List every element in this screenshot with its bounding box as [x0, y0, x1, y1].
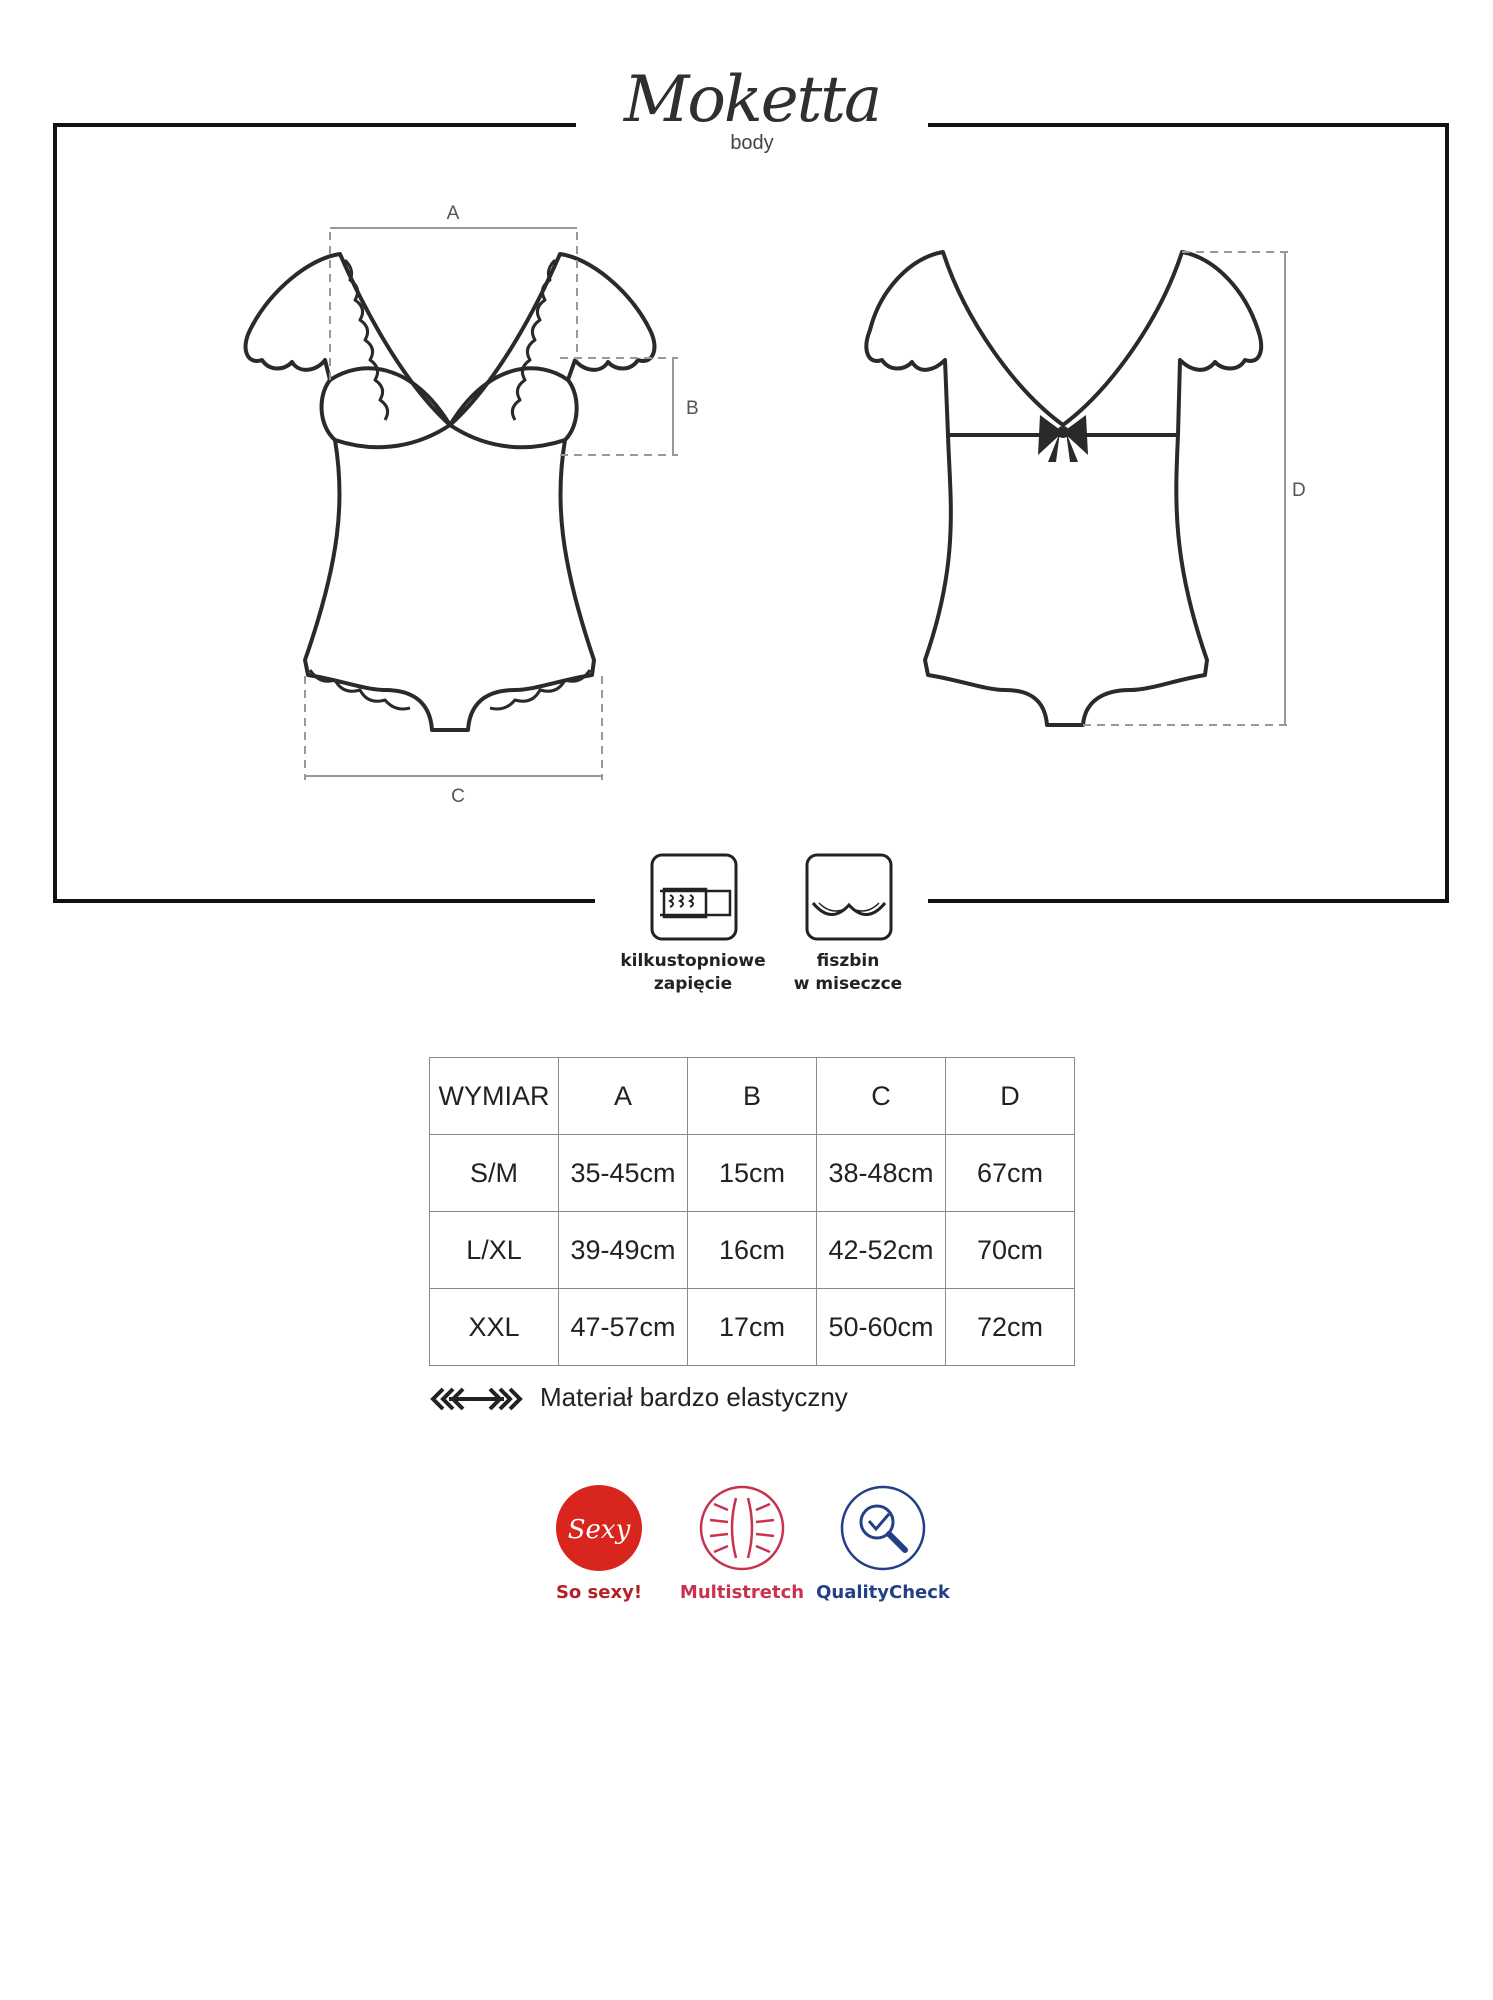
brand-subtitle: body [730, 132, 774, 154]
multistretch-icon [698, 1484, 786, 1572]
table-row [430, 1289, 1075, 1366]
feature-label-underwire [753, 950, 943, 996]
feature-label-line: zapięcie [653, 974, 733, 994]
table-cell: 35-45cm [559, 1135, 688, 1212]
dimension-label-b: B [686, 398, 699, 419]
table-cell: 72cm [946, 1289, 1075, 1366]
badge-label-so-sexy: So sexy! [555, 1582, 643, 1603]
dimension-label-c: C [451, 786, 465, 807]
table-cell: 16cm [688, 1212, 817, 1289]
underwire-cup-icon [805, 853, 893, 941]
bow-icon [1038, 415, 1088, 462]
table-cell: 15cm [688, 1135, 817, 1212]
table-header-row [430, 1058, 1075, 1135]
brand-name: Moketta [623, 63, 881, 137]
elastic-note: Materiał bardzo elastyczny [540, 1382, 848, 1412]
feature-label-line: w miseczce [793, 974, 903, 994]
table-cell: 47-57cm [559, 1289, 688, 1366]
table-cell: 70cm [946, 1212, 1075, 1289]
table-cell: 42-52cm [817, 1212, 946, 1289]
sexy-badge-icon [555, 1484, 643, 1572]
table-row [430, 1212, 1075, 1289]
table-cell: 38-48cm [817, 1135, 946, 1212]
back-view-drawing [866, 252, 1261, 725]
dimension-label-d: D [1292, 480, 1306, 501]
dimension-lines [305, 228, 1290, 780]
feature-label-line: kilkustopniowe [620, 951, 766, 971]
quality-check-icon [839, 1484, 927, 1572]
table-cell: 39-49cm [559, 1212, 688, 1289]
table-cell: S/M [430, 1135, 559, 1212]
table-cell: L/XL [430, 1212, 559, 1289]
size-table [429, 1057, 1075, 1366]
front-view-drawing [246, 254, 655, 730]
badge-label-multistretch: Multistretch [679, 1582, 805, 1603]
table-row [430, 1135, 1075, 1212]
table-cell: XXL [430, 1289, 559, 1366]
hook-and-eye-closure-icon [650, 853, 738, 941]
header-cell: D [946, 1058, 1075, 1135]
table-cell: 67cm [946, 1135, 1075, 1212]
stretch-arrows-icon [429, 1386, 524, 1412]
dimension-label-a: A [446, 203, 460, 224]
sexy-badge-text: Sexy [567, 1515, 631, 1545]
header-cell: A [559, 1058, 688, 1135]
header-cell: C [817, 1058, 946, 1135]
badge-label-quality-check: QualityCheck [816, 1582, 950, 1603]
feature-label-line: fiszbin [816, 951, 880, 971]
table-cell: 50-60cm [817, 1289, 946, 1366]
header-cell: WYMIAR [430, 1058, 559, 1135]
table-cell: 17cm [688, 1289, 817, 1366]
header-cell: B [688, 1058, 817, 1135]
